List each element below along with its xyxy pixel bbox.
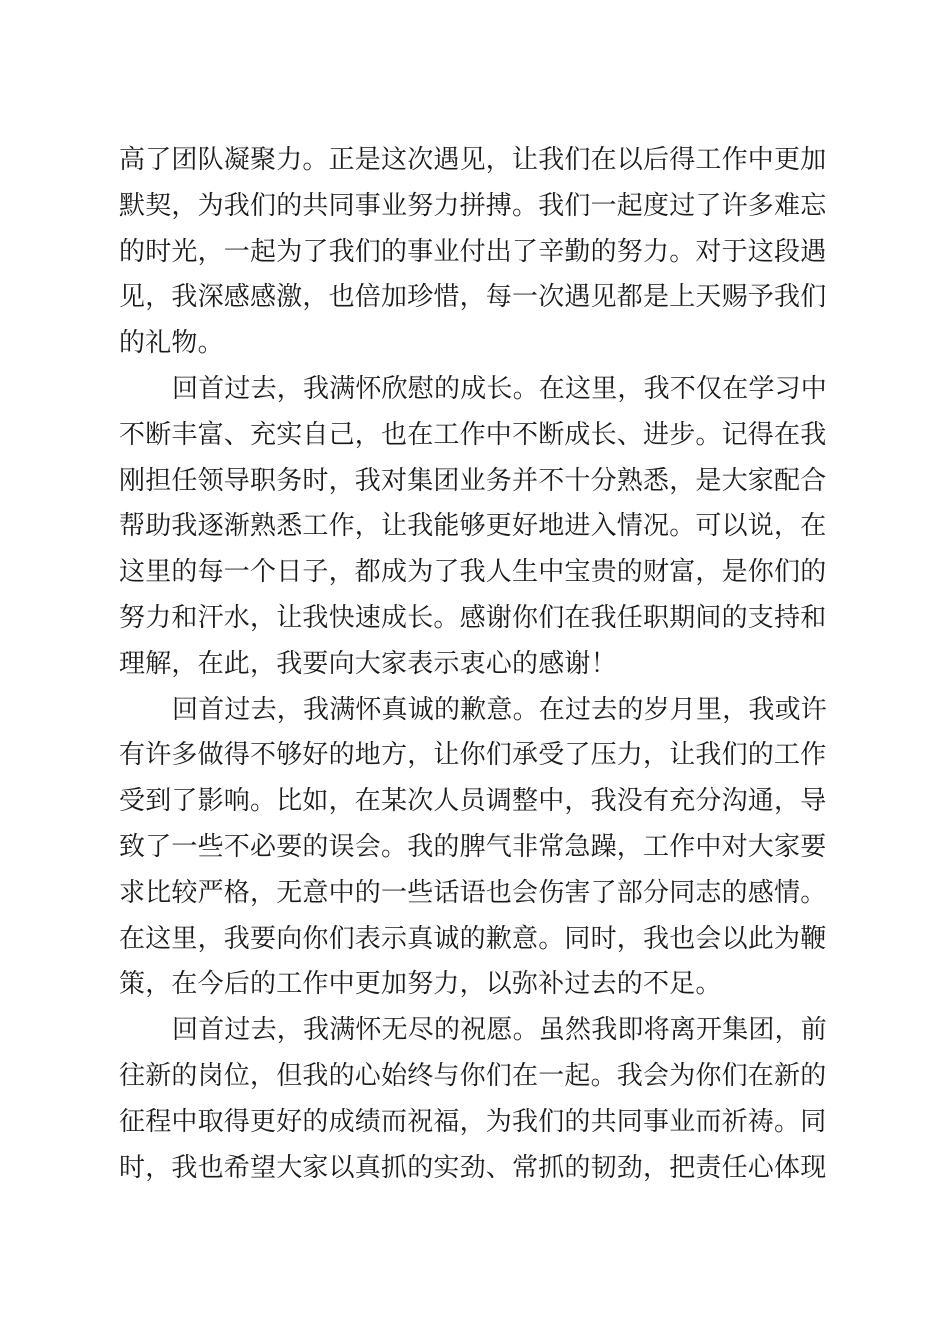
- text-line: 在这里，我要向你们表示真诚的歉意。同时，我也会以此为鞭: [119, 923, 827, 954]
- text-line: 帮助我逐渐熟悉工作，让我能够更好地进入情况。可以说，在: [119, 511, 827, 542]
- text-line: 的礼物。: [119, 328, 224, 359]
- text-line: 受到了影响。比如，在某次人员调整中，我没有充分沟通，导: [119, 786, 827, 817]
- text-line: 默契，为我们的共同事业努力拼搏。我们一起度过了许多难忘: [119, 190, 827, 221]
- paragraph-1: [119, 138, 827, 367]
- text-line: 不断丰富、充实自己，也在工作中不断成长、进步。记得在我: [119, 419, 827, 450]
- text-line: 时，我也希望大家以真抓的实劲、常抓的韧劲，把责任心体现: [119, 1152, 827, 1183]
- text-line: 这里的每一个日子，都成为了我人生中宝贵的财富，是你们的: [119, 557, 827, 588]
- text-line: 有许多做得不够好的地方，让你们承受了压力，让我们的工作: [119, 740, 827, 771]
- text-line: 求比较严格，无意中的一些话语也会伤害了部分同志的感情。: [119, 877, 827, 908]
- text-line: 致了一些不必要的误会。我的脾气非常急躁，工作中对大家要: [119, 831, 827, 862]
- text-line: 努力和汗水，让我快速成长。感谢你们在我任职期间的支持和: [119, 602, 827, 633]
- document-body: [119, 138, 828, 1191]
- text-line: 理解，在此，我要向大家表示衷心的感谢！: [119, 648, 617, 679]
- paragraph-3: [119, 688, 828, 1009]
- text-line: 见，我深感感激，也倍加珍惜，每一次遇见都是上天赐予我们: [119, 282, 827, 313]
- text-line: 高了团队凝聚力。正是这次遇见，让我们在以后得工作中更加: [119, 145, 827, 175]
- text-line: 回首过去，我满怀欣慰的成长。在这里，我不仅在学习中: [172, 373, 828, 404]
- text-line: 回首过去，我满怀真诚的歉意。在过去的岁月里，我或许: [172, 694, 828, 725]
- text-line: 征程中取得更好的成绩而祝福，为我们的共同事业而祈祷。同: [119, 1106, 827, 1137]
- text-line: 刚担任领导职务时，我对集团业务并不十分熟悉，是大家配合: [119, 465, 827, 496]
- paragraph-2: [119, 367, 828, 688]
- text-line: 往新的岗位，但我的心始终与你们在一起。我会为你们在新的: [119, 1060, 827, 1091]
- text-line: 回首过去，我满怀无尽的祝愿。虽然我即将离开集团，前: [172, 1015, 828, 1046]
- paragraph-4: [119, 1008, 828, 1191]
- text-line: 的时光，一起为了我们的事业付出了辛勤的努力。对于这段遇: [119, 236, 827, 267]
- text-line: 策，在今后的工作中更加努力，以弥补过去的不足。: [119, 969, 722, 1000]
